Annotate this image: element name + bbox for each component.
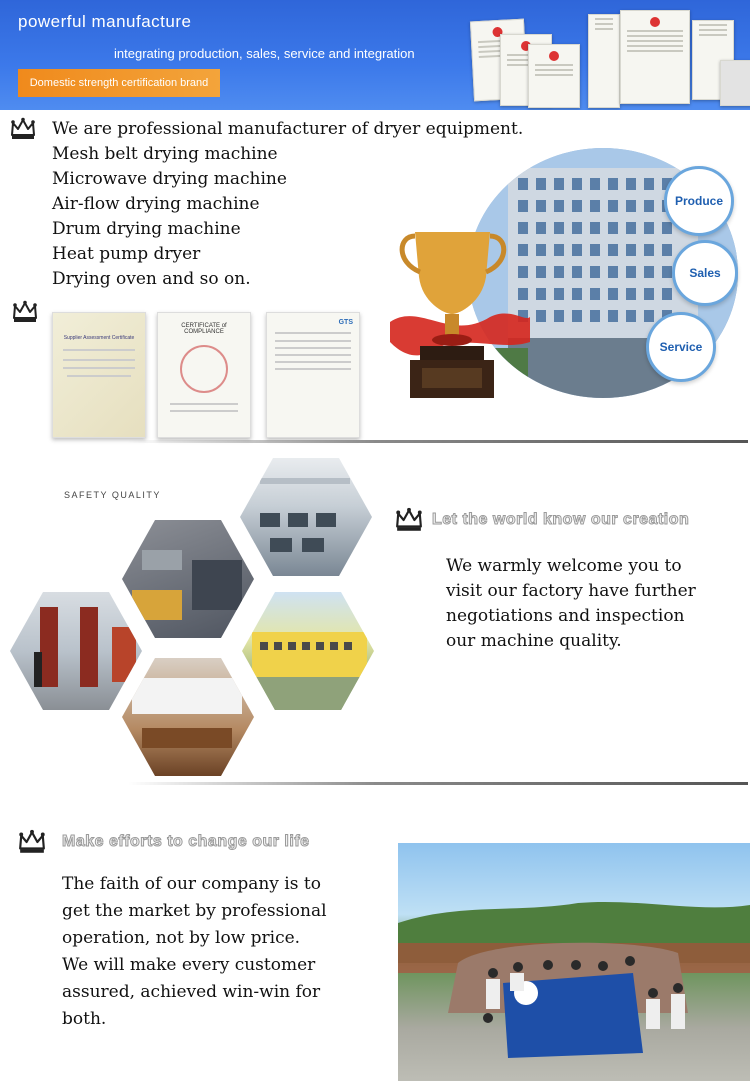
banner-certificate-image	[720, 60, 750, 106]
faith-heading: Make efforts to change our life	[62, 833, 310, 850]
service-bubble: Service	[646, 312, 716, 382]
office-workspace-photo	[240, 458, 372, 576]
certification-badge: Domestic strength certification brand	[18, 69, 220, 97]
crown-icon	[12, 300, 38, 324]
banner-title: powerful manufacture	[18, 12, 192, 31]
workshop-machinery-photo	[122, 520, 254, 638]
produce-bubble: Produce	[664, 166, 734, 236]
crown-icon	[395, 507, 423, 533]
safety-quality-caption: SAFETY QUALITY	[64, 490, 161, 500]
sales-bubble: Sales	[672, 240, 738, 306]
banner-certificate-image	[528, 44, 580, 108]
factory-gate-photo	[10, 592, 142, 710]
product-item: Air-flow drying machine	[52, 194, 260, 214]
section-divider	[128, 440, 748, 443]
crown-icon	[18, 829, 46, 855]
certificate-gts	[266, 312, 360, 438]
welcome-line: We warmly welcome you to	[446, 556, 682, 576]
crown-icon	[10, 117, 36, 141]
certificate-title: CERTIFICATE of COMPLIANCE	[181, 323, 227, 335]
certificate-title: GTS	[338, 319, 353, 326]
product-item: Mesh belt drying machine	[52, 144, 278, 164]
company-faith-text	[62, 871, 327, 1033]
welcome-line: our machine quality.	[446, 631, 622, 651]
trophy-image	[390, 222, 530, 402]
meeting-room-photo	[122, 658, 254, 776]
faith-line: We will make every customer	[62, 955, 316, 975]
certificate-title: Supplier Assessment Certificate	[63, 335, 135, 341]
factory-welcome-text	[446, 554, 696, 654]
section-divider	[128, 782, 748, 785]
welcome-line: visit our factory have further	[446, 581, 696, 601]
factory-heading: Let the world know our creation	[432, 511, 690, 528]
banner-subtitle: integrating production, sales, service and integration	[114, 46, 415, 61]
faith-line: assured, achieved win-win for	[62, 982, 321, 1002]
factory-building-photo	[242, 592, 374, 710]
intro-headline: We are professional manufacturer of dryer equipment.	[52, 119, 524, 139]
faith-line: both.	[62, 1009, 107, 1029]
product-item: Heat pump dryer	[52, 244, 201, 264]
product-item: Microwave drying machine	[52, 169, 287, 189]
faith-line: The faith of our company is to	[62, 874, 321, 894]
faith-line: get the market by professional	[62, 901, 327, 921]
product-item: Drying oven and so on.	[52, 269, 251, 289]
welcome-line: negotiations and inspection	[446, 606, 685, 626]
team-group-photo	[398, 843, 750, 1081]
banner-certificate-image	[588, 14, 620, 108]
banner-certificate-image	[620, 10, 690, 104]
certificate-of-compliance	[157, 312, 251, 438]
product-item: Drum drying machine	[52, 219, 241, 239]
certificate-supplier-assessment	[52, 312, 146, 438]
faith-line: operation, not by low price.	[62, 928, 301, 948]
header-banner	[0, 0, 750, 110]
